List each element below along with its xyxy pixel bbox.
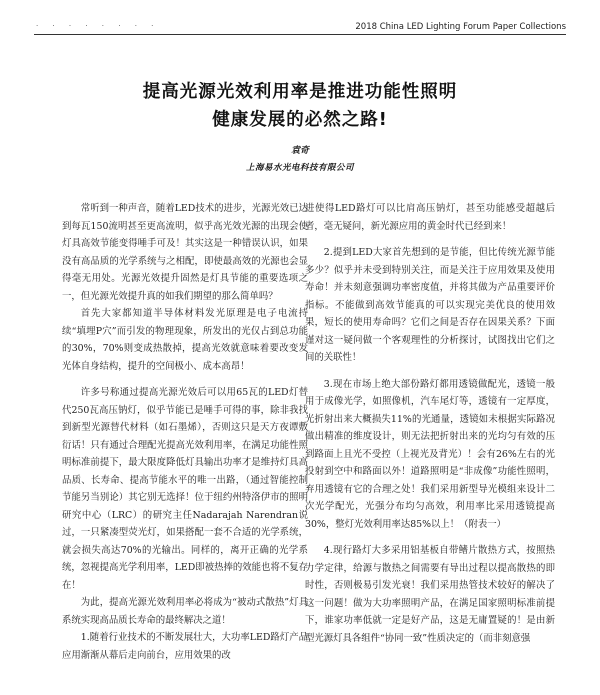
paragraph-gap [62,375,308,384]
paragraph: 首先大家都知道半导体材料发光原理是电子电流持续“填埋P穴”而引发的物理现象，所发出的光仅占到总功能的30%，70%则变成热散掉，提高光效就意味着要改变发光体自身结构，提升的空间极小、成本高昂！ [62,308,308,372]
paragraph: 进使得LED路灯可以比肩高压钠灯，甚至功能感受超越后者，毫无疑问，新光源应用的黄金时代已经到来！ [305,203,555,232]
author: 袁奇 [290,146,309,156]
paragraph: 3.现在市场上绝大部份路灯都用透镜做配光，透镜一般用于成像光学，如照像机，汽车尾灯等，透镜有一定厚度，光折射出来大概损失11%的光通量，透镜如未根据实际路况做出精准的维度设计，则无法把折射出来的光均匀有效的压到路面上且光不受控（上视光及背光）！会有26%左右的光投射到空中和路面以外！道路照明是“非成像”功能性照明，弃用透镜有它的合理之处！我们采用新型导光模组来设计二次光学配光，光强分布均匀高效，利用率比采用透镜提高30%，整灯光效利用率达85%以上！（附表一） [305,378,555,530]
paragraph: 常听到一种声音，随着LED技术的进步，光源光效已达到每瓦150流明甚至更高流明，似乎高光效光源的出现会使灯具高效节能变得唾手可及！其实这是一种错误认识，如果没有高品质的光学系统与之相配，即使最高效的光源也会显得毫无用处。光源光效提升固然是灯具节能的重要选项之一，但光源光效提升真的如我们期望的那么简单吗？ [62,203,308,302]
paper-title [0,78,600,134]
paragraph: 1.随着行业技术的不断发展壮大，大功率LED路灯产品应用渐渐从幕后走向前台，应用效果的改 [62,632,308,661]
affiliation: 上海易水光电科技有限公司 [245,163,354,173]
running-header: 2018 China LED Lighting Forum Paper Collections [355,22,566,32]
paragraph-gap [305,367,555,376]
header-rule [34,34,566,35]
header-dots: . . . . . . . . [36,20,160,28]
paragraph: 许多号称通过提高光源光效后可以用65瓦的LED灯替代250瓦高压钠灯，似乎节能已是唾手可得的事，除非我找到新型光源替代材料（如石墨烯），否则这只是天方夜谭敷衍话！只有通过合理配光提高光效利用率，在满足功能性照明标准前提下，最大限度降低灯具输出功率才是维持灯具高品质、长寿命、提高节能水平的唯一出路，（通过智能控制节能另当别论）其它别无选择！位于纽约州特洛伊市的照明研究中心（LRC）的研究主任Nadarajah Narendran说过，一只紧凑型荧光灯，如果搭配一套不合适的光学系统，就会损失高达70%的光输出。同样的，离开正确的光学系统，忽视提高光学利用率，LED即被热捧的效能也将不复存在！ [62,387,308,591]
title-line-2: 健康发展的必然之路! [212,110,388,130]
paragraph-gap [305,533,555,542]
paragraph: 为此，提高光源光效利用率必将成为“被动式散热”灯具系统实现高品质长寿命的最终解决之道！ [62,597,308,626]
paragraph: 4.现行路灯大多采用铝基板自带鳍片散热方式，按照热力学定律，给源与散热之间需要有导出过程以提高散热的即时性，否则极易引发光衰！我们采用热管技术较好的解决了这一问题！做为大功率照明产品，在满足国家照明标准前提下，谁家功率低就一定是好产品，这是无庸置疑的！是由新型光源灯具各组件“协同一致”性质决定的（而非刻意强 [305,545,555,644]
title-line-1: 提高光源光效利用率是推进功能性照明 [142,82,458,102]
paragraph-gap [305,235,555,244]
left-column [62,200,308,664]
paragraph: 2.提到LED大家首先想到的是节能，但比传统光源节能多少？似乎并未受到特别关注，而是关注于应用效果及使用寿命！并未刻意强调功率密度值，并将其做为产品重要评价指标。不能做到高效节能真的可以实现完美优良的使用效果，短长的使用寿命吗？它们之间是否存在因果关系？下面谨对这一疑问做一个客观理性的分析探讨，试图找出它们之间的关联性！ [305,247,555,363]
right-column [305,200,555,647]
